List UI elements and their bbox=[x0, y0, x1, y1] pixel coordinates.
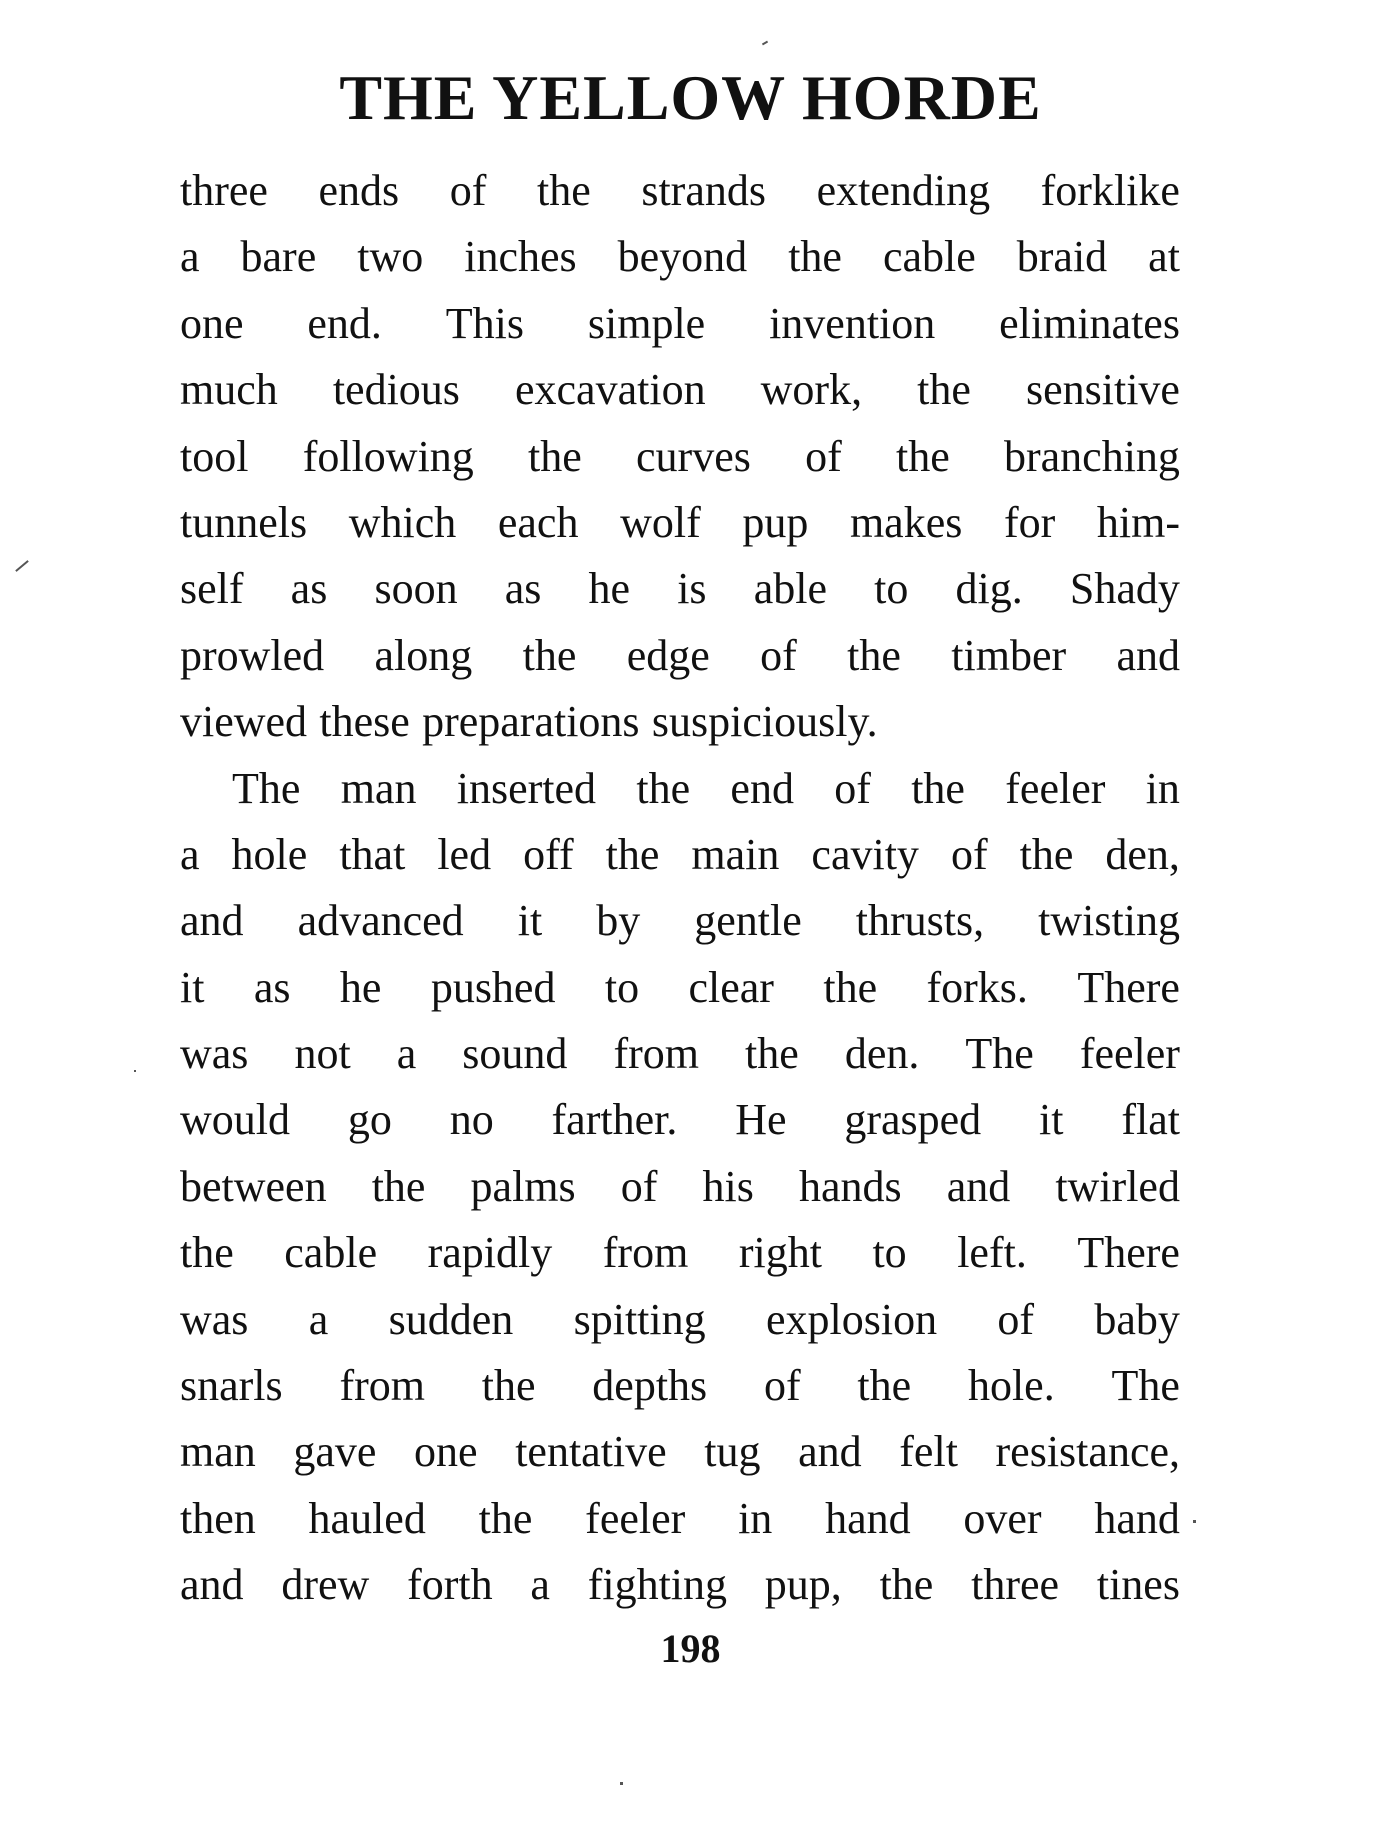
text-line: would go no farther. He grasped it flat bbox=[180, 1095, 1180, 1145]
text-line: between the palms of his hands and twirled bbox=[180, 1161, 1180, 1211]
scan-speck bbox=[15, 560, 29, 572]
text-line: then hauled the feeler in hand over hand bbox=[180, 1493, 1180, 1543]
text-line: was not a sound from the den. The feeler bbox=[180, 1029, 1180, 1079]
text-line: and drew forth a fighting pup, the three tines bbox=[180, 1560, 1180, 1610]
page-number: 198 bbox=[660, 1626, 721, 1671]
scan-speck bbox=[762, 41, 768, 46]
text-line: one end. This simple invention eliminates bbox=[180, 298, 1180, 348]
body-text bbox=[180, 158, 1180, 1619]
scan-speck bbox=[1193, 1520, 1196, 1523]
text-line: tool following the curves of the branching bbox=[180, 431, 1180, 481]
text-line: it as he pushed to clear the forks. There bbox=[180, 962, 1180, 1012]
page-header: THE YELLOW HORDE bbox=[339, 62, 1042, 133]
text-line: viewed these preparations suspiciously. bbox=[180, 697, 878, 747]
text-line: man gave one tentative tug and felt resistance, bbox=[180, 1427, 1180, 1477]
text-line: a bare two inches beyond the cable braid at bbox=[180, 232, 1180, 282]
scan-speck bbox=[620, 1782, 623, 1785]
text-line: three ends of the strands extending forklike bbox=[180, 166, 1180, 215]
text-line: the cable rapidly from right to left. There bbox=[180, 1228, 1180, 1278]
scan-speck bbox=[134, 1070, 136, 1072]
text-line: tunnels which each wolf pup makes for him- bbox=[180, 497, 1180, 547]
text-line: and advanced it by gentle thrusts, twisting bbox=[180, 896, 1180, 946]
text-line: self as soon as he is able to dig. Shady bbox=[180, 564, 1180, 614]
text-line: much tedious excavation work, the sensitive bbox=[180, 365, 1180, 415]
text-line: The man inserted the end of the feeler in bbox=[232, 763, 1180, 813]
text-line: a hole that led off the main cavity of the den, bbox=[180, 829, 1180, 879]
text-line: was a sudden spitting explosion of baby bbox=[180, 1294, 1180, 1344]
text-line: snarls from the depths of the hole. The bbox=[180, 1361, 1180, 1411]
text-line: prowled along the edge of the timber and bbox=[180, 630, 1180, 680]
